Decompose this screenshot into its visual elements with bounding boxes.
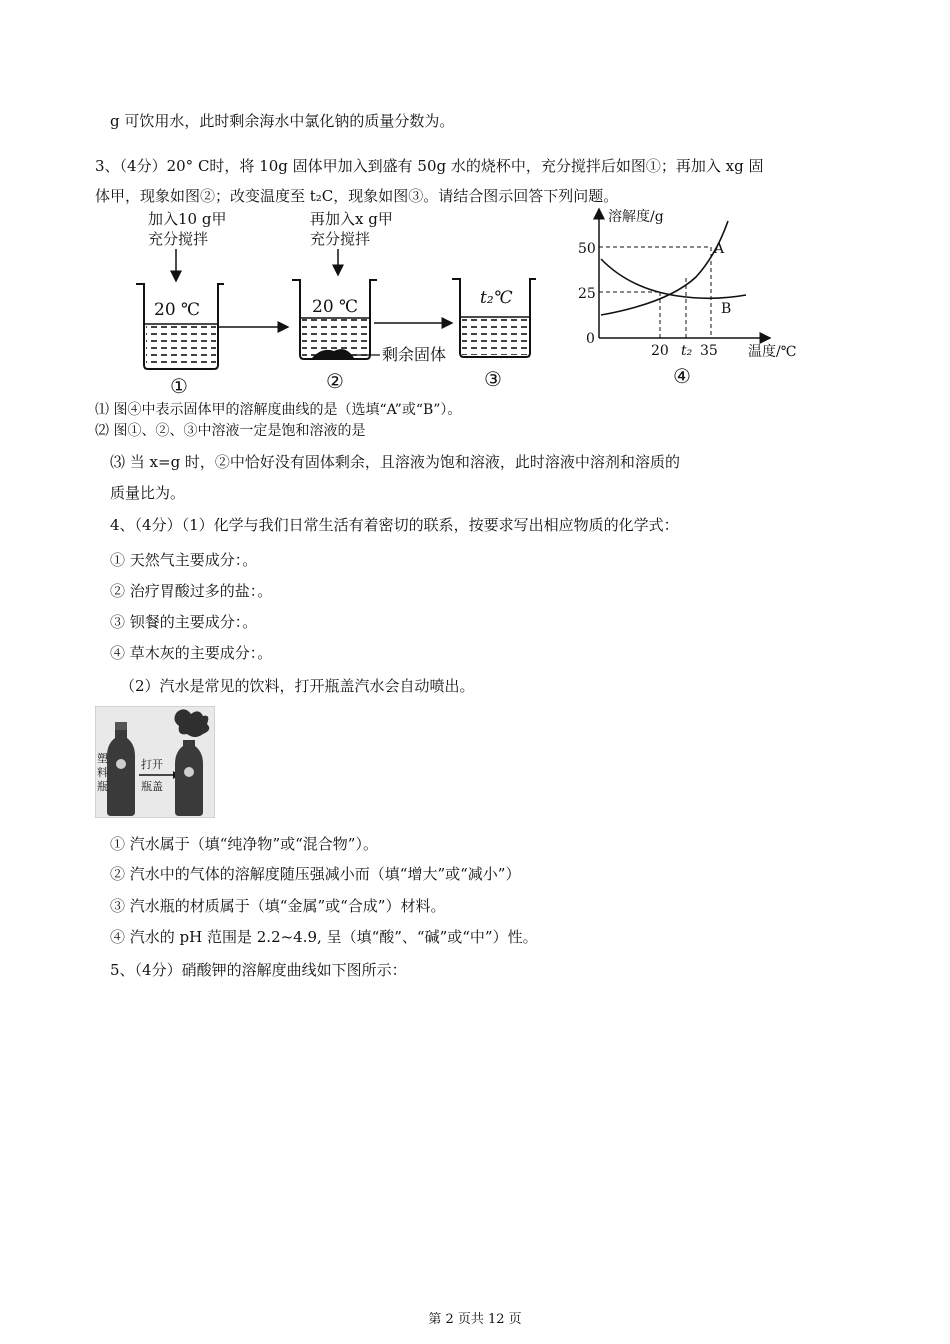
question-4-sub-4: ④ 汽水的 pH 范围是 2.2~4.9, 呈（填“酸”、“碱”或“中”）性。 <box>110 928 538 946</box>
beaker2-instruction-1: 再加入x g甲 <box>310 210 393 228</box>
beaker3-temperature: t₂℃ <box>480 288 513 308</box>
question-3-line-1: 3、（4分）20° C时，将 10g 固体甲加入到盛有 50g 水的烧杯中，充分搅拌后如图①；再加入 xg 固 <box>95 157 764 175</box>
beaker2-solid-label: 剩余固体 <box>382 345 447 364</box>
plastic-bottle-label-2: 料 <box>97 766 108 779</box>
beaker3-liquid <box>462 317 528 355</box>
origin-label: 0 <box>586 331 595 347</box>
beaker1-liquid <box>146 324 216 367</box>
curve-A-label: A <box>714 241 725 257</box>
beaker1-instruction-2: 充分搅拌 <box>148 230 209 248</box>
question-4-sub-3: ③ 汽水瓶的材质属于（填“金属”或“合成”）材料。 <box>110 897 446 915</box>
beaker2-instruction-2: 充分搅拌 <box>310 230 371 248</box>
y-axis-label: 溶解度/g <box>608 209 664 225</box>
y-tick-25: 25 <box>578 286 596 302</box>
bottle-right-label-icon <box>184 767 194 777</box>
graph-number: ④ <box>673 364 691 388</box>
x-tick-35: 35 <box>700 343 718 359</box>
bottle-right <box>175 740 203 816</box>
question-3-sub-2: ⑵ 图①、②、③中溶液一定是饱和溶液的是 <box>95 423 366 439</box>
question-3-line-2: 体甲，现象如图②；改变温度至 t₂C，现象如图③。请结合图示回答下列问题。 <box>95 187 619 205</box>
question-5-heading: 5、（4分）硝酸钾的溶解度曲线如下图所示： <box>110 961 407 979</box>
text-line-1: g 可饮用水，此时剩余海水中氯化钠的质量分数为。 <box>110 112 455 130</box>
beaker3-number: ③ <box>484 367 502 391</box>
plastic-bottle-label-1: 塑 <box>97 752 108 765</box>
x-tick-t2: t₂ <box>681 343 693 359</box>
bottle-left-label-icon <box>116 759 126 769</box>
beaker2-number: ② <box>326 369 344 393</box>
curve-A <box>601 221 728 315</box>
question-3-sub-1: ⑴ 图④中表示固体甲的溶解度曲线的是（选填“A”或“B”）。 <box>95 402 462 418</box>
x-axis-label: 温度/℃ <box>748 344 797 360</box>
question-4-item-3: ③ 钡餐的主要成分：。 <box>110 613 258 631</box>
beaker1-instruction-1: 加入10 g甲 <box>148 210 227 228</box>
open-cap-label-2: 瓶盖 <box>141 780 163 793</box>
beaker1-temperature: 20 ℃ <box>154 300 201 320</box>
beaker1-number: ① <box>170 374 188 395</box>
page-footer: 第 2 页共 12 页 <box>428 1312 522 1327</box>
question-4-sub-1: ① 汽水属于（填“纯净物”或“混合物”）。 <box>110 835 378 853</box>
soda-bottle-photo <box>95 706 215 818</box>
solubility-graph <box>578 203 798 388</box>
y-tick-50: 50 <box>578 241 596 257</box>
question-3-sub-3-line-1: ⑶ 当 x=g 时，②中恰好没有固体剩余，且溶液为饱和溶液，此时溶液中溶剂和溶质的 <box>110 453 680 471</box>
question-4-item-1: ① 天然气主要成分：。 <box>110 551 258 569</box>
question-4-part-2: （2）汽水是常见的饮料，打开瓶盖汽水会自动喷出。 <box>120 677 475 695</box>
question-4-item-4: ④ 草木灰的主要成分：。 <box>110 644 273 662</box>
open-cap-label-1: 打开 <box>141 758 163 771</box>
question-4-item-2: ② 治疗胃酸过多的盐：。 <box>110 582 273 600</box>
curve-B-label: B <box>721 301 732 317</box>
plastic-bottle-label-3: 瓶 <box>97 780 108 793</box>
question-3-sub-3-line-2: 质量比为。 <box>110 484 186 502</box>
x-tick-20: 20 <box>651 343 669 359</box>
beaker-diagram <box>130 205 590 395</box>
question-4-sub-2: ② 汽水中的气体的溶解度随压强减小而（填“增大”或“减小”） <box>110 865 521 883</box>
question-4-heading: 4、（4分）（1）化学与我们日常生活有着密切的联系，按要求写出相应物质的化学式： <box>110 516 679 534</box>
beaker2-temperature: 20 ℃ <box>312 297 359 317</box>
